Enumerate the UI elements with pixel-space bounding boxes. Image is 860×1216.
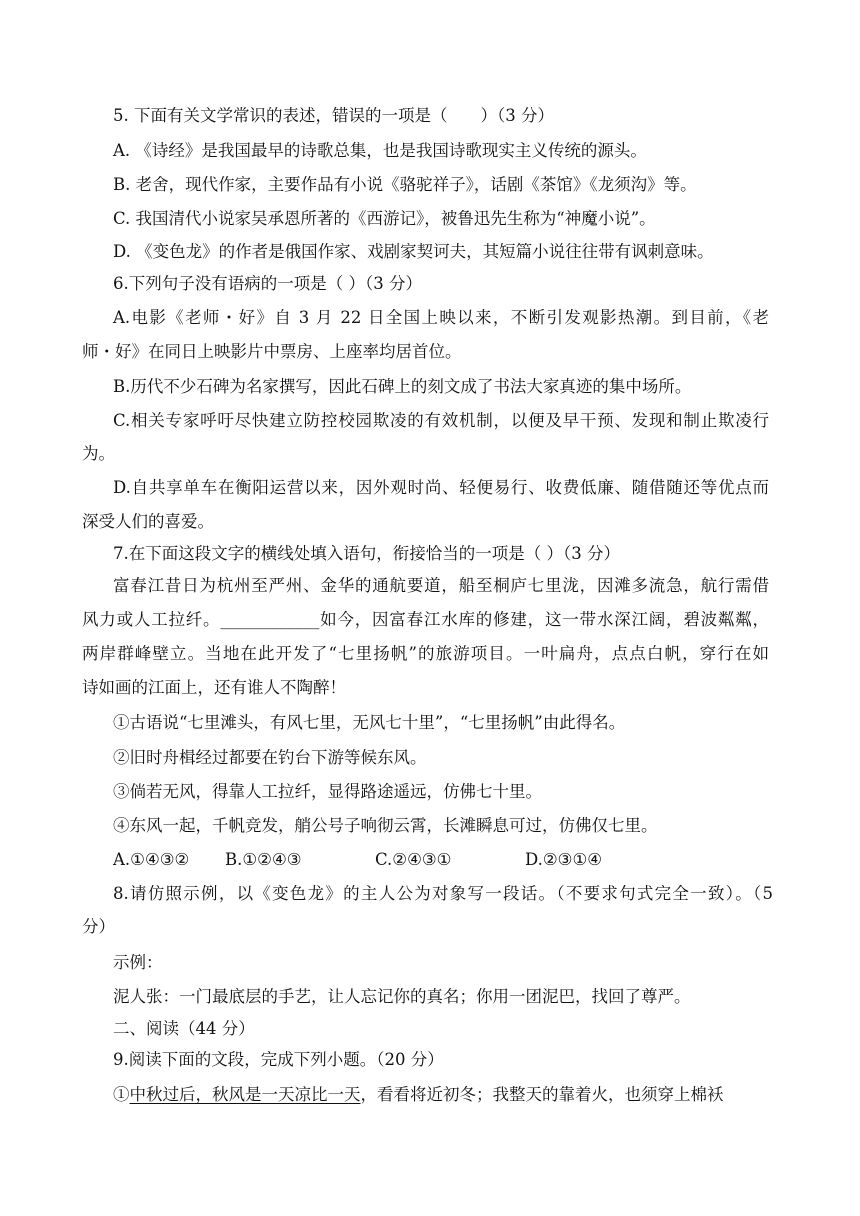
q7-option-a: A.①④③②: [113, 850, 190, 869]
q5-option-d: D. 《变色龙》的作者是俄国作家、戏剧家契诃夫，其短篇小说往往带有讽刺意味。: [113, 242, 714, 261]
q7-passage-line3: 两岸群峰壁立。当地在此开发了“七里扬帆”的旅游项目。一叶扁舟，点点白帆，穿行在如: [82, 644, 769, 663]
q7-passage-line2: 风力或人工拉纤。____________如今，因富春江水库的修建，这一带水深江阔，碧波粼粼，: [82, 610, 769, 629]
q7-passage-line1: 富春江昔日为杭州至严州、金华的通航要道，船至桐庐七里泷，因滩多流急，航行需借: [113, 576, 769, 595]
q6-option-a-line2: 师・好》在同日上映影片中票房、上座率均居首位。: [82, 342, 462, 361]
q5-option-c: C. 我国清代小说家吴承恩所著的《西游记》，被鲁迅先生称为“神魔小说”。: [113, 209, 656, 228]
q6-option-c-line1: C.相关专家呼吁尽快建立防控校园欺凌的有效机制，以便及早干预、发现和制止欺凌行: [113, 411, 769, 430]
q7-passage-line4: 诗如画的江面上，还有谁人不陶醉！: [82, 678, 346, 697]
section-2-heading: 二、阅读（44 分）: [113, 1019, 255, 1038]
q6-option-d-line2: 深受人们的喜爱。: [82, 512, 214, 531]
q8-example-label: 示例：: [113, 953, 163, 972]
q6-option-a-line1: A.电影《老师・好》自 3 月 22 日全国上映以来，不断引发观影热潮。到目前，《老: [113, 308, 769, 327]
q5-option-a: A. 《诗经》是我国最早的诗歌总集，也是我国诗歌现实主义传统的源头。: [113, 141, 647, 160]
q7-stem: 7.在下面这段文字的横线处填入语句，衔接恰当的一项是（ ）（3 分）: [113, 544, 620, 563]
underlined-phrase: 中秋过后，秋风是一天凉比一天: [129, 1085, 361, 1104]
q5-stem: 5. 下面有关文学常识的表述，错误的一项是（ ）（3 分）: [113, 106, 554, 125]
q6-stem: 6.下列句子没有语病的一项是（ ）（3 分）: [113, 274, 422, 293]
q7-options: [113, 850, 813, 870]
paragraph-text: ，看看将近初冬；我整天的靠着火，也须穿上棉袄: [360, 1085, 724, 1104]
q7-option-d: D.②③①④: [525, 850, 603, 869]
q9-stem: 9.阅读下面的文段，完成下列小题。（20 分）: [113, 1050, 444, 1069]
q8-stem-line1: 8.请仿照示例，以《变色龙》的主人公为对象写一段话。（不要求句式完全一致）。（5: [113, 884, 773, 903]
q7-option-b: B.①②④③: [225, 850, 302, 869]
q7-sentence-3: ③倘若无风，得靠人工拉纤，显得路途遥远，仿佛七十里。: [113, 782, 542, 801]
paragraph-marker: ①: [113, 1085, 130, 1104]
q6-option-d-line1: D.自共享单车在衡阳运营以来，因外观时尚、轻便易行、收费低廉、随借随还等优点而: [113, 478, 769, 497]
q7-option-c: C.②④③①: [375, 850, 452, 869]
q8-stem-line2: 分）: [82, 917, 115, 936]
q9-paragraph-1: [113, 1085, 813, 1105]
q5-option-b: B. 老舍，现代作家，主要作品有小说《骆驼祥子》，话剧《茶馆》《龙须沟》等。: [113, 175, 697, 194]
q7-sentence-2: ②旧时舟楫经过都要在钓台下游等候东风。: [113, 748, 427, 767]
q8-example-text: 泥人张：一门最底层的手艺，让人忘记你的真名；你用一团泥巴，找回了尊严。: [113, 987, 691, 1006]
q6-option-b: B.历代不少石碑为名家撰写，因此石碑上的刻文成了书法大家真迹的集中场所。: [113, 377, 692, 396]
q7-sentence-4: ④东风一起，千帆竞发，艄公号子响彻云霄，长滩瞬息可过，仿佛仅七里。: [113, 816, 658, 835]
q7-sentence-1: ①古语说“七里滩头，有风七里，无风七十里”，“七里扬帆”由此得名。: [113, 713, 626, 732]
q6-option-c-line2: 为。: [82, 444, 115, 463]
